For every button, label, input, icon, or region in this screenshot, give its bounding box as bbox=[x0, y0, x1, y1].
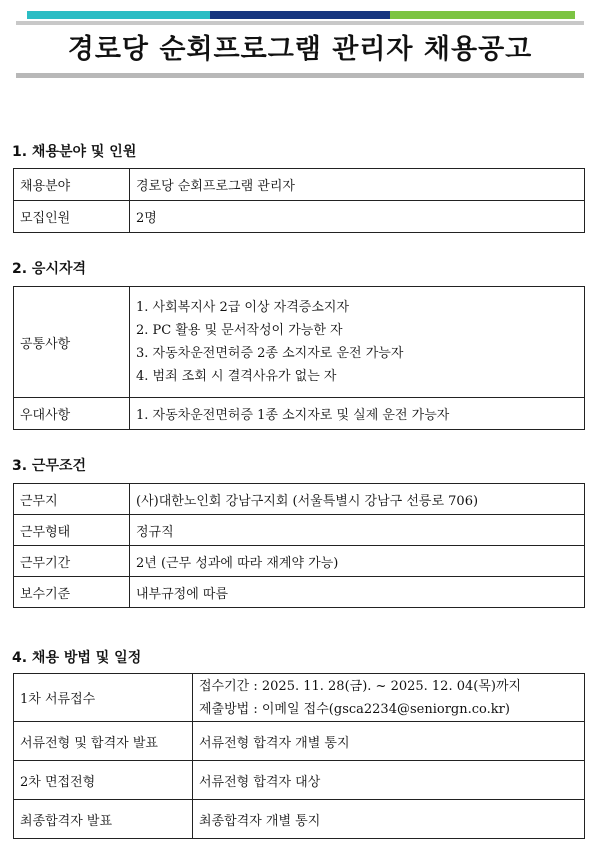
row-label: 최종합격자 발표 bbox=[14, 800, 193, 839]
section-heading-conditions: 3. 근무조건 bbox=[12, 458, 87, 474]
row-label: 근무지 bbox=[14, 484, 130, 515]
qualifications-table bbox=[13, 286, 585, 430]
table-row bbox=[14, 515, 585, 546]
row-label: 공통사항 bbox=[14, 287, 130, 398]
common-requirements-list bbox=[130, 287, 585, 398]
row-value: 내부규정에 따름 bbox=[130, 577, 585, 608]
recruitment-table bbox=[13, 168, 585, 233]
row-label: 채용분야 bbox=[14, 169, 130, 201]
header-bottom-rule bbox=[16, 73, 584, 78]
table-row bbox=[14, 169, 585, 201]
row-value: 1. 자동차운전면허증 1종 소지자로 및 실제 운전 가능자 bbox=[130, 398, 585, 430]
header-top-rule bbox=[16, 21, 584, 25]
list-item: 2. PC 활용 및 문서작성이 가능한 자 bbox=[136, 323, 343, 338]
table-row bbox=[14, 674, 585, 722]
table-row bbox=[14, 484, 585, 515]
row-value: 최종합격자 개별 통지 bbox=[193, 800, 585, 839]
header-bar-teal bbox=[27, 11, 210, 19]
row-value: 경로당 순회프로그램 관리자 bbox=[130, 169, 585, 201]
header-color-bar bbox=[27, 11, 575, 19]
row-label: 2차 면접전형 bbox=[14, 761, 193, 800]
page-title: 경로당 순회프로그램 관리자 채용공고 bbox=[67, 34, 533, 65]
row-value: 2년 (근무 성과에 따라 재계약 가능) bbox=[130, 546, 585, 577]
application-period: 접수기간 : 2025. 11. 28(금). ~ 2025. 12. 04(목)까지 bbox=[199, 678, 522, 694]
row-label: 우대사항 bbox=[14, 398, 130, 430]
row-value bbox=[193, 674, 585, 722]
header-bar-green bbox=[390, 11, 575, 19]
row-value: 서류전형 합격자 개별 통지 bbox=[193, 722, 585, 761]
schedule-table bbox=[13, 673, 585, 839]
section-heading-qualifications: 2. 응시자격 bbox=[12, 261, 87, 277]
row-value: 2명 bbox=[130, 201, 585, 233]
list-item: 4. 범죄 조회 시 결격사유가 없는 자 bbox=[136, 369, 337, 384]
submission-method: 제출방법 : 이메일 접수(gsca2234@seniorgn.co.kr) bbox=[199, 701, 510, 717]
table-row bbox=[14, 722, 585, 761]
table-row bbox=[14, 800, 585, 839]
row-label: 근무기간 bbox=[14, 546, 130, 577]
table-row bbox=[14, 761, 585, 800]
row-label: 모집인원 bbox=[14, 201, 130, 233]
section-heading-recruitment: 1. 채용분야 및 인원 bbox=[12, 144, 137, 160]
table-row bbox=[14, 577, 585, 608]
row-label: 보수기준 bbox=[14, 577, 130, 608]
row-label: 서류전형 및 합격자 발표 bbox=[14, 722, 193, 761]
table-row bbox=[14, 201, 585, 233]
section-heading-schedule: 4. 채용 방법 및 일정 bbox=[12, 650, 142, 666]
row-value: 서류전형 합격자 대상 bbox=[193, 761, 585, 800]
table-row bbox=[14, 546, 585, 577]
table-row bbox=[14, 398, 585, 430]
table-row bbox=[14, 287, 585, 398]
row-label: 1차 서류접수 bbox=[14, 674, 193, 722]
row-value: (사)대한노인회 강남구지회 (서울특별시 강남구 선릉로 706) bbox=[130, 484, 585, 515]
header-bar-navy bbox=[210, 11, 390, 19]
conditions-table bbox=[13, 483, 585, 608]
row-label: 근무형태 bbox=[14, 515, 130, 546]
row-value: 정규직 bbox=[130, 515, 585, 546]
list-item: 1. 사회복지사 2급 이상 자격증소지자 bbox=[136, 300, 350, 315]
list-item: 3. 자동차운전면허증 2종 소지자로 운전 가능자 bbox=[136, 346, 404, 361]
